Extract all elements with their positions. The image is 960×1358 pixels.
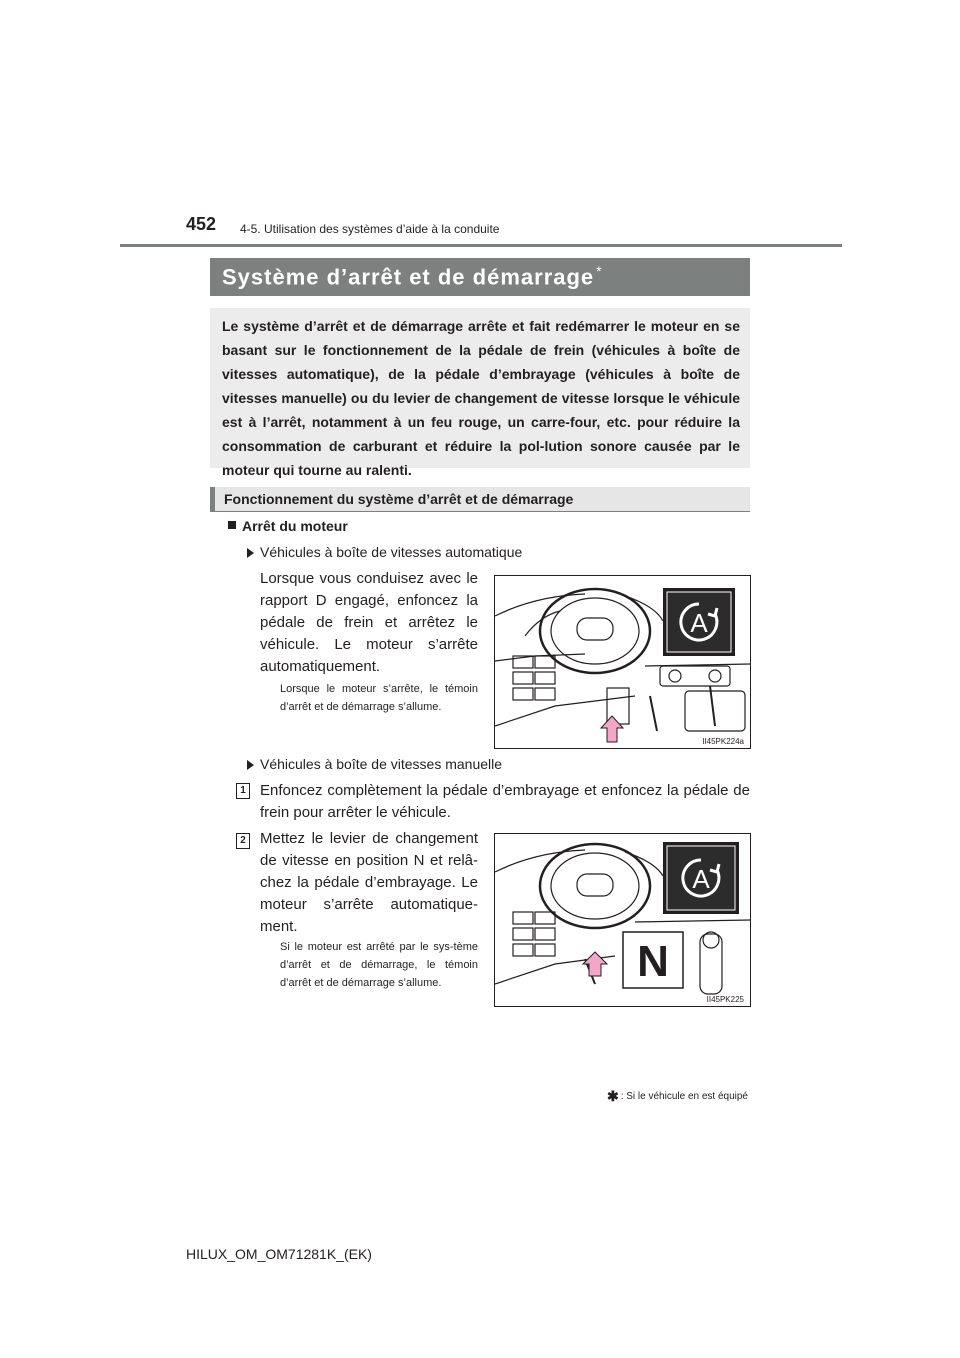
subheading-accent: [210, 487, 215, 512]
up-arrow-icon: [583, 952, 607, 976]
dashboard-illustration: [495, 576, 750, 748]
intro-text: Le système d’arrêt et de démarrage arrête et fait redémarrer le moteur en se basant sur le fonctionnement de la pédale de frein (véhicules à boîte de vitesses automatique), de la pédale d’embrayage (véhicules à boîte de vitesses manuelle) ou du levier de changement de vitesse lorsque le véhicule est à l’arrêt, notamment à un feu rouge, un carre-four, etc. pour réduire la consommation de carburant et réduire la pol-lution sonore causée par le moteur qui tourne au ralenti.: [222, 318, 740, 478]
section-label: 4-5. Utilisation des systèmes d’aide à la conduite: [240, 222, 500, 236]
header-rule: [120, 244, 842, 247]
subheading: Fonctionnement du système d’arrêt et de démarrage: [224, 491, 574, 507]
page-number: 452: [186, 214, 217, 234]
dashboard-illustration: [495, 834, 750, 1006]
up-arrow-icon: [601, 716, 623, 742]
step-number: 2: [236, 833, 250, 849]
square-bullet-icon: [228, 521, 236, 529]
section-heading: Arrêt du moteur: [242, 518, 348, 534]
automatic-label: Véhicules à boîte de vitesses automatique: [260, 544, 523, 560]
figure-code: II45PK225: [706, 995, 744, 1004]
step-number: 1: [236, 783, 250, 799]
figure-automatic: [494, 575, 751, 749]
svg-text:A: A: [692, 864, 710, 894]
triangle-bullet-icon: [247, 760, 254, 770]
triangle-bullet-icon: [247, 548, 254, 558]
automatic-text: Lorsque vous conduisez avec le rapport D engagé, enfoncez la pédale de frein et arrêtez le véhicule. Le moteur s’arrête automatiquement.: [260, 570, 478, 675]
step-text: Enfoncez complètement la pédale d’embrayage et enfoncez la pédale de frein pour arrêter le véhicule.: [260, 782, 750, 821]
manual-label: Véhicules à boîte de vitesses manuelle: [260, 756, 503, 772]
title-asterisk: *: [596, 263, 603, 279]
gear-letter: N: [637, 937, 669, 986]
figure-manual: [494, 833, 751, 1007]
figure-code: II45PK224a: [702, 737, 744, 746]
manual-note: Si le moteur est arrêté par le sys-tème d’arrêt et de démarrage, le témoin d’arrêt et de démarrage s’allume.: [280, 941, 478, 989]
step-text: Mettez le levier de changement de vitesse en position N et relâ-chez la pédale d’embrayage. Le moteur s’arrête automatique-ment.: [260, 830, 478, 935]
footnote-text: : Si le véhicule en est équipé: [620, 1091, 748, 1103]
footnote: [540, 1088, 748, 1105]
svg-text:A: A: [690, 608, 708, 638]
page-title: [222, 263, 603, 290]
document-code: HILUX_OM_OM71281K_(EK): [186, 1246, 372, 1262]
page-title-text: Système d’arrêt et de démarrage: [222, 264, 595, 290]
automatic-note: Lorsque le moteur s’arrête, le témoin d’arrêt et de démarrage s’allume.: [280, 683, 478, 713]
asterisk-icon: ✱: [606, 1088, 619, 1104]
